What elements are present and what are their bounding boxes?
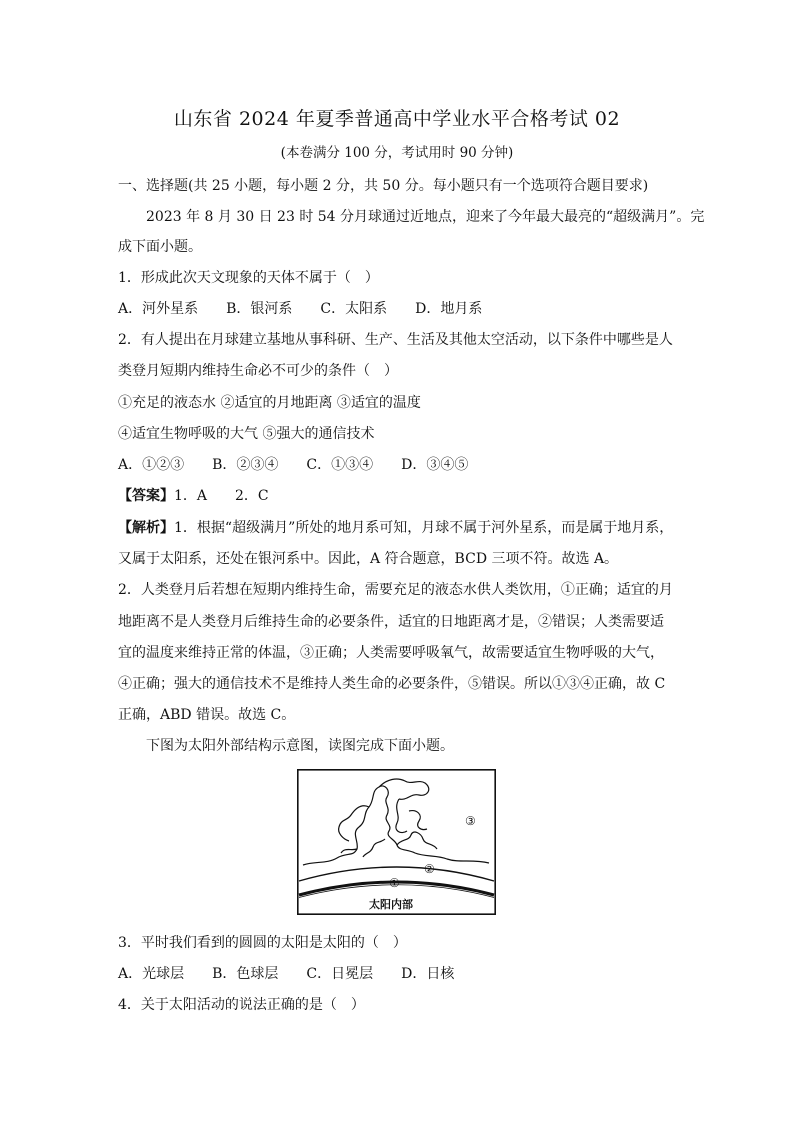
answer-text: 1．A 2．C [174, 488, 269, 504]
answer-line [118, 486, 269, 506]
analysis-text: 又属于太阳系，还处在银河系中。因此，A 符合题意，BCD 三项不符。故选 A。 [118, 551, 619, 567]
section-heading: 一、选择题(共 25 小题，每小题 2 分，共 50 分。每小题只有一个选项符合题目要求) [118, 178, 649, 194]
sun-structure-figure [297, 769, 496, 915]
question-2-stem: 2．有人提出在月球建立基地从事科研、生产、生活及其他太空活动，以下条件中哪些是人 [118, 332, 673, 348]
question-2-options: A．①②③ B．②③④ C．①③④ D．③④⑤ [118, 457, 469, 473]
intro-text-cont: 成下面小题。 [118, 239, 202, 255]
question-2-conditions: ①充足的液态水 ②适宜的月地距离 ③适宜的温度 [118, 395, 421, 411]
analysis-text: 2．人类登月后若想在短期内维持生命，需要充足的液态水供人类饮用，①正确；适宜的月 [118, 582, 673, 598]
intro-text: 2023 年 8 月 30 日 23 时 54 分月球通过近地点，迎来了今年最大最亮的“超级满月”。完 [146, 209, 705, 225]
marker-1: ① [389, 876, 400, 890]
sun-interior-label: 太阳内部 [369, 898, 413, 911]
analysis-text: 正确，ABD 错误。故选 C。 [118, 707, 296, 723]
analysis-label: 【解析】 [118, 520, 174, 536]
page-subtitle: (本卷满分 100 分，考试用时 90 分钟) [280, 145, 514, 161]
question-1-options: A．河外星系 B．银河系 C．太阳系 D．地月系 [118, 301, 483, 317]
marker-3: ③ [465, 814, 476, 828]
question-1-stem: 1．形成此次天文现象的天体不属于（ ） [118, 270, 379, 286]
question-2-stem-cont: 类登月短期内维持生命必不可少的条件（ ） [118, 363, 398, 379]
marker-2: ② [424, 862, 435, 876]
page-title: 山东省 2024 年夏季普通高中学业水平合格考试 02 [173, 108, 621, 130]
question-3-stem: 3．平时我们看到的圆圆的太阳是太阳的（ ） [118, 935, 407, 951]
analysis-text: ④正确；强大的通信技术不是维持人类生命的必要条件，⑤错误。所以①③④正确，故 C [118, 676, 666, 692]
analysis-line [118, 518, 673, 538]
question-4-stem: 4．关于太阳活动的说法正确的是（ ） [118, 997, 365, 1013]
figure-intro: 下图为太阳外部结构示意图，读图完成下面小题。 [146, 738, 454, 754]
question-2-conditions-cont: ④适宜生物呼吸的大气 ⑤强大的通信技术 [118, 426, 375, 442]
answer-label: 【答案】 [118, 488, 174, 504]
sun-structure-diagram [297, 769, 496, 915]
analysis-text: 1．根据“超级满月”所处的地月系可知，月球不属于河外星系，而是属于地月系， [174, 520, 674, 536]
analysis-text: 地距离不是人类登月后维持生命的必要条件，适宜的日地距离才是，②错误；人类需要适 [118, 614, 664, 630]
analysis-text: 宜的温度来维持正常的体温，③正确；人类需要呼吸氧气，故需要适宜生物呼吸的大气， [118, 645, 664, 661]
question-3-options: A．光球层 B．色球层 C．日冕层 D．日核 [118, 966, 455, 982]
